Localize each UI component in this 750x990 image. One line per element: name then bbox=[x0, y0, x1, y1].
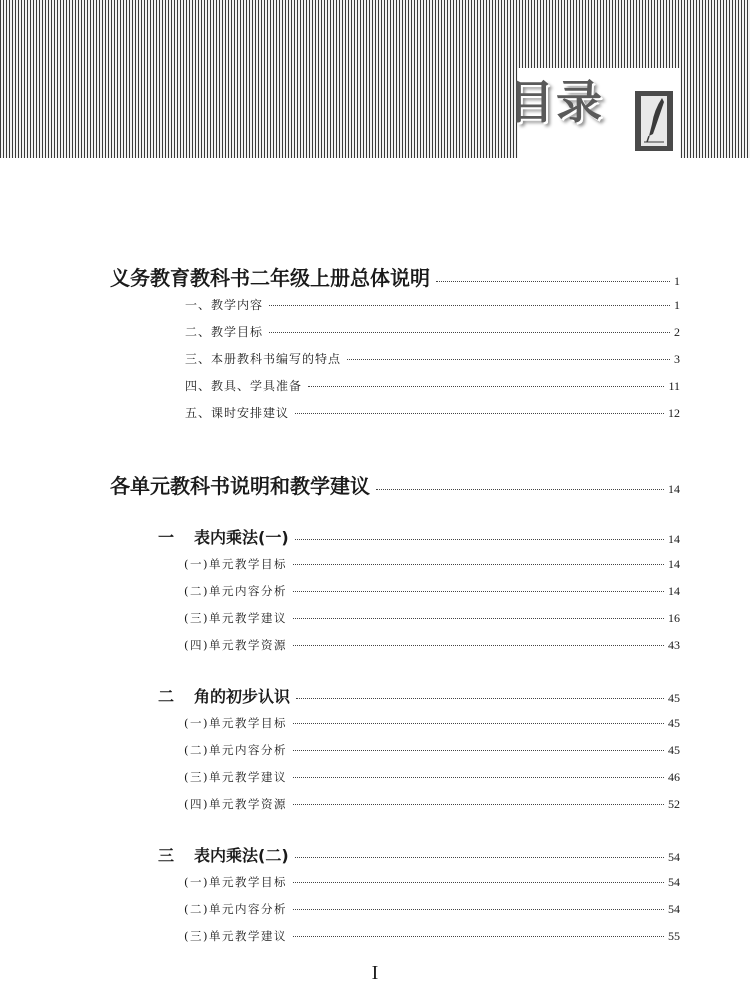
page-ref: 55 bbox=[668, 929, 680, 943]
toc-item[interactable] bbox=[184, 583, 680, 599]
dot-leader bbox=[293, 591, 664, 592]
toc-item[interactable] bbox=[184, 769, 680, 785]
dot-leader bbox=[293, 909, 664, 910]
dot-leader bbox=[347, 359, 670, 360]
item-label: 五、课时安排建议 bbox=[185, 406, 290, 420]
page-ref: 54 bbox=[668, 902, 680, 916]
page-ref: 46 bbox=[668, 770, 680, 784]
page-ref: 12 bbox=[668, 406, 680, 420]
dot-leader bbox=[293, 645, 664, 646]
toc-section[interactable] bbox=[110, 470, 680, 499]
section-title: 各单元教科书说明和教学建议 bbox=[110, 474, 370, 498]
toc-item[interactable] bbox=[185, 323, 680, 340]
page-ref: 52 bbox=[668, 797, 680, 811]
item-label: (二)单元内容分析 bbox=[184, 743, 287, 757]
dot-leader bbox=[293, 777, 664, 778]
page-ref: 1 bbox=[674, 274, 680, 288]
dot-leader bbox=[293, 882, 664, 883]
toc-item[interactable] bbox=[184, 796, 680, 812]
unit-number: 二 bbox=[158, 687, 175, 706]
unit-title: 角的初步认识 bbox=[194, 687, 291, 706]
unit-heading bbox=[158, 843, 289, 866]
dot-leader bbox=[295, 413, 664, 414]
page-ref: 45 bbox=[668, 716, 680, 730]
dot-leader bbox=[308, 386, 664, 387]
section-title: 义务教育教科书二年级上册总体说明 bbox=[110, 266, 430, 290]
unit-heading bbox=[158, 684, 290, 707]
toc-item[interactable] bbox=[184, 742, 680, 758]
item-label: (三)单元教学建议 bbox=[184, 929, 287, 943]
page-ref: 45 bbox=[668, 743, 680, 757]
toc-unit[interactable] bbox=[158, 843, 680, 866]
dot-leader bbox=[293, 618, 664, 619]
toc-item[interactable] bbox=[185, 350, 680, 367]
item-label: (四)单元教学资源 bbox=[184, 797, 287, 811]
toc-item[interactable] bbox=[184, 556, 680, 572]
page-title: 目录 bbox=[508, 75, 604, 129]
toc-item[interactable] bbox=[185, 377, 680, 394]
page-ref: 16 bbox=[668, 611, 680, 625]
dot-leader bbox=[295, 539, 664, 540]
toc-item[interactable] bbox=[185, 404, 680, 421]
item-label: (二)单元内容分析 bbox=[184, 584, 287, 598]
page-ref: 1 bbox=[674, 298, 680, 312]
page-ref: 14 bbox=[668, 532, 680, 546]
dot-leader bbox=[269, 332, 670, 333]
page-ref: 14 bbox=[668, 584, 680, 598]
dot-leader bbox=[376, 489, 664, 490]
toc-item[interactable] bbox=[184, 901, 680, 917]
item-label: (三)单元教学建议 bbox=[184, 611, 287, 625]
toc-item[interactable] bbox=[184, 637, 680, 653]
dot-leader bbox=[296, 698, 664, 699]
unit-number: 一 bbox=[158, 528, 175, 547]
page-ref: 45 bbox=[668, 691, 680, 705]
page-ref: 14 bbox=[668, 557, 680, 571]
page-ref: 54 bbox=[668, 875, 680, 889]
dot-leader bbox=[269, 305, 670, 306]
toc-unit[interactable] bbox=[158, 684, 680, 707]
item-label: (一)单元教学目标 bbox=[184, 716, 287, 730]
page-ref: 11 bbox=[668, 379, 680, 393]
dot-leader bbox=[295, 857, 664, 858]
page-ref: 54 bbox=[668, 850, 680, 864]
page-ref: 43 bbox=[668, 638, 680, 652]
dot-leader bbox=[293, 936, 664, 937]
page-number: I bbox=[371, 962, 379, 984]
toc-item[interactable] bbox=[184, 874, 680, 890]
toc-item[interactable] bbox=[185, 296, 680, 313]
toc-item[interactable] bbox=[184, 928, 680, 944]
toc-unit[interactable] bbox=[158, 525, 680, 548]
page-ref: 3 bbox=[674, 352, 680, 366]
dot-leader bbox=[293, 750, 664, 751]
unit-title: 表内乘法(二) bbox=[194, 846, 289, 865]
item-label: 四、教具、学具准备 bbox=[185, 379, 303, 393]
dot-leader bbox=[436, 281, 670, 282]
dot-leader bbox=[293, 804, 664, 805]
item-label: 二、教学目标 bbox=[185, 325, 264, 339]
item-label: (一)单元教学目标 bbox=[184, 875, 287, 889]
item-label: 一、教学内容 bbox=[185, 298, 264, 312]
dot-leader bbox=[293, 723, 664, 724]
item-label: (二)单元内容分析 bbox=[184, 902, 287, 916]
unit-heading bbox=[158, 525, 289, 548]
toc-section[interactable] bbox=[110, 262, 680, 291]
item-label: (四)单元教学资源 bbox=[184, 638, 287, 652]
item-label: (三)单元教学建议 bbox=[184, 770, 287, 784]
page-ref: 14 bbox=[668, 482, 680, 496]
item-label: (一)单元教学目标 bbox=[184, 557, 287, 571]
unit-number: 三 bbox=[158, 846, 175, 865]
toc-item[interactable] bbox=[184, 715, 680, 731]
toc-item[interactable] bbox=[184, 610, 680, 626]
page-ref: 2 bbox=[674, 325, 680, 339]
unit-title: 表内乘法(一) bbox=[194, 528, 289, 547]
item-label: 三、本册教科书编写的特点 bbox=[185, 352, 342, 366]
dot-leader bbox=[293, 564, 664, 565]
